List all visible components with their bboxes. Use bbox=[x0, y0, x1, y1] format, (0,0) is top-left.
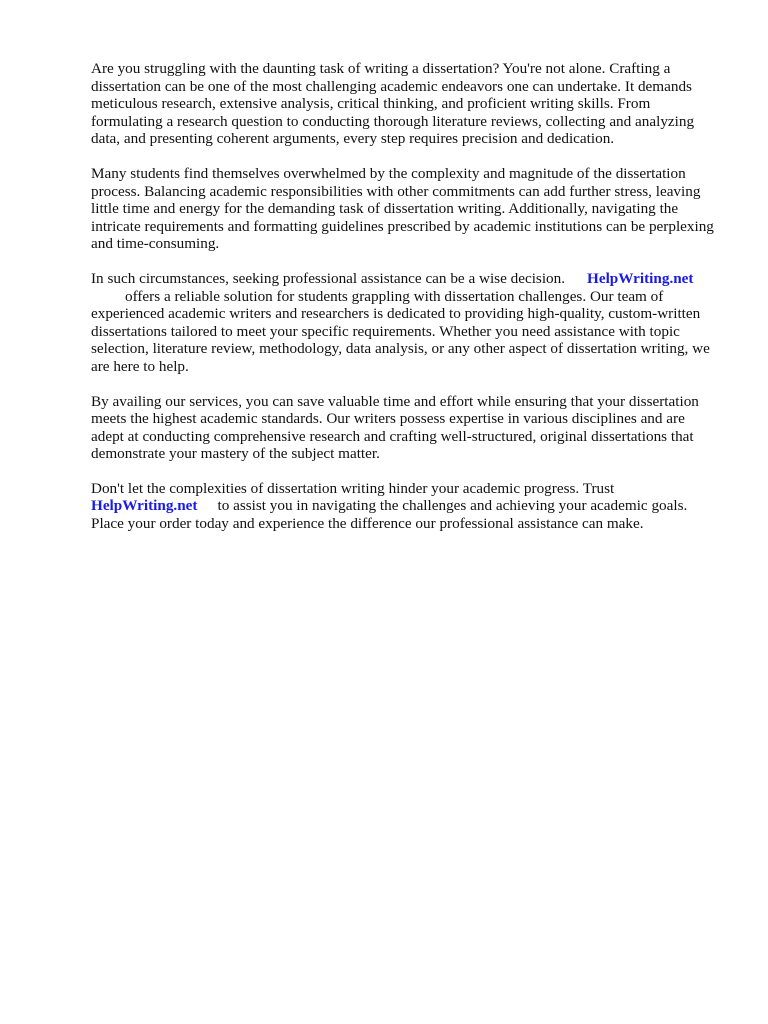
paragraph-overwhelmed: Many students find themselves overwhelmed by the complexity and magnitude of the dissertation process. Balancing academic responsibilities with other commitments can add further stress, leaving little time and energy for the demanding task of dissertation writing. Additionally, navigating the intricate requirements and formatting guidelines prescribed by academic institutions can be perplexing and time-consuming. bbox=[91, 164, 714, 253]
document-page bbox=[91, 60, 721, 550]
paragraph-closing bbox=[91, 480, 721, 533]
paragraph-assistance bbox=[91, 270, 721, 376]
helpwriting-link-1[interactable]: HelpWriting.net bbox=[587, 269, 694, 287]
paragraph-assistance-text-after: offers a reliable solution for students grappling with dissertation challenges. Our team of experienced academic writers and researchers is dedicated to providing high-quality, custom-written dissertations tailored to meet your specific requirements. Whether you need assistance with topic selection, literature review, methodology, data analysis, or any other aspect of dissertation writing, we are here to help. bbox=[91, 287, 710, 375]
paragraph-assistance-text-before: In such circumstances, seeking professional assistance can be a wise decision. bbox=[91, 269, 566, 287]
paragraph-intro: Are you struggling with the daunting task of writing a dissertation? You're not alone. Crafting a dissertation can be one of the most challenging academic endeavors one can undertake. It demands meticulous research, extensive analysis, critical thinking, and proficient writing skills. From formulating a research question to conducting thorough literature reviews, collecting and analyzing data, and presenting coherent arguments, every step requires precision and dedication. bbox=[91, 60, 695, 148]
paragraph-closing-text-after: to assist you in navigating the challenges and achieving your academic goals. Place your order today and experience the difference our professional assistance can make. bbox=[91, 497, 688, 533]
helpwriting-link-2[interactable]: HelpWriting.net bbox=[91, 497, 198, 515]
paragraph-services: By availing our services, you can save valuable time and effort while ensuring that your dissertation meets the highest academic standards. Our writers possess expertise in various disciplines and are adept at conducting comprehensive research and crafting well-structured, original dissertations that demonstrate your mastery of the subject matter. bbox=[91, 392, 699, 463]
paragraph-closing-text-before: Don't let the complexities of dissertation writing hinder your academic progress. Trust bbox=[91, 479, 615, 497]
